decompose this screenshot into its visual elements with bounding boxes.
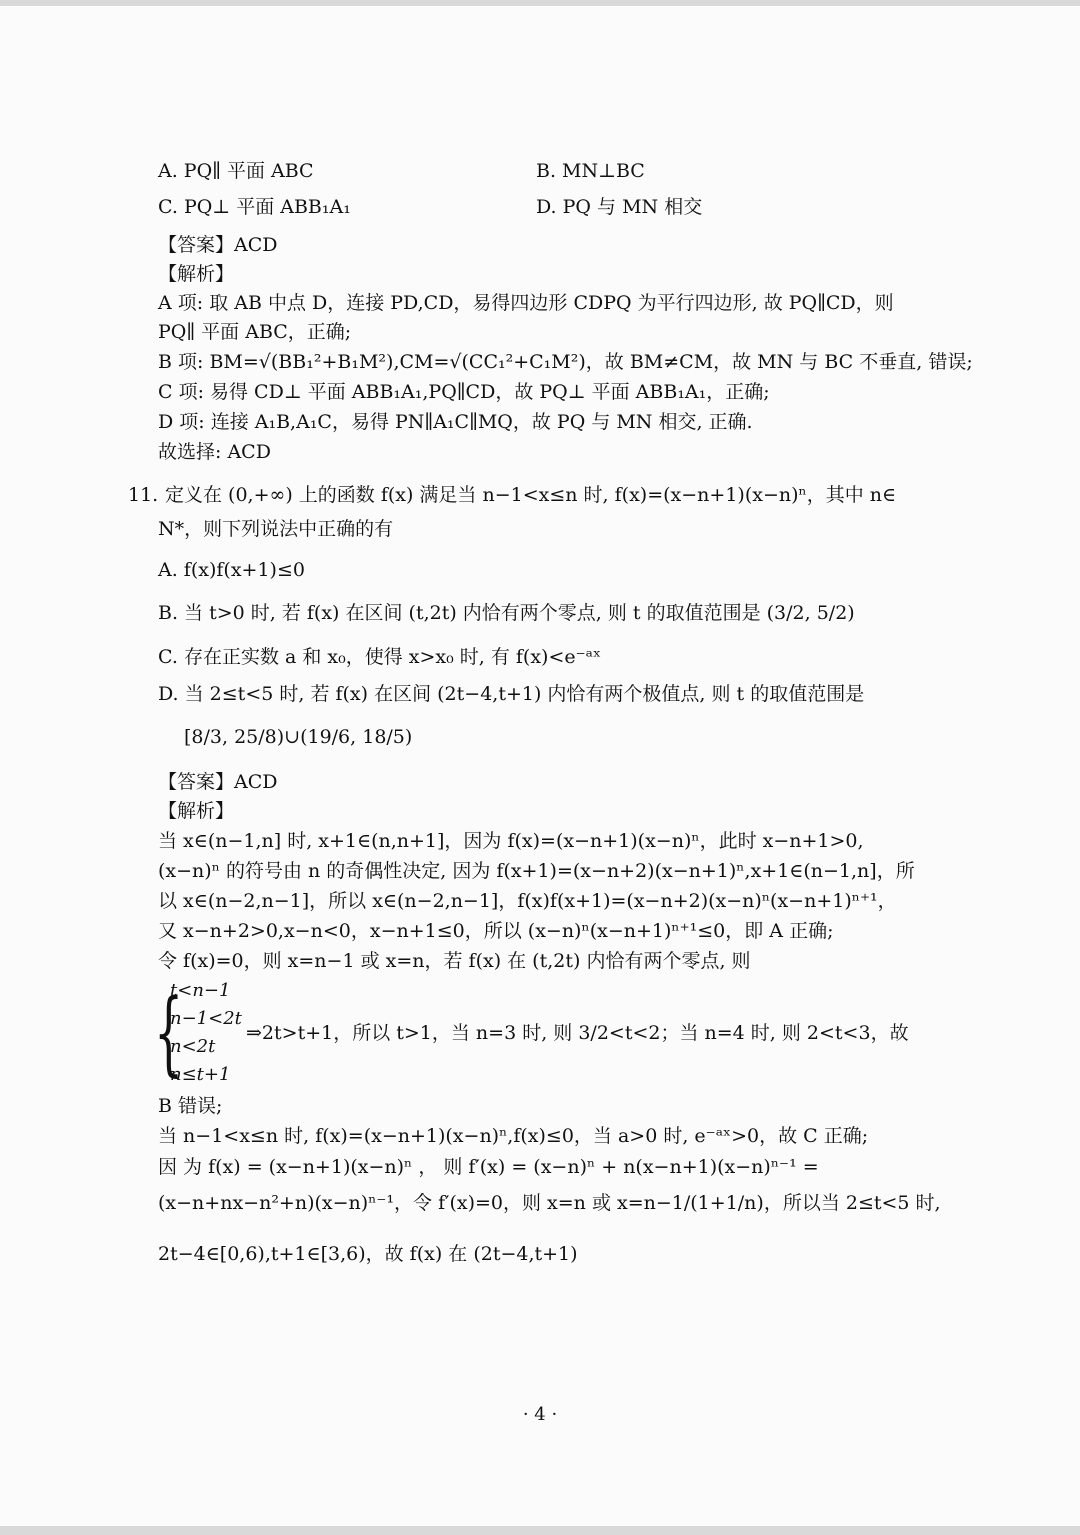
q10-answer: 【答案】ACD (158, 234, 278, 256)
q11-option-a: A. f(x)f(x+1)≤0 (158, 559, 305, 581)
q11-analysis-line: 当 x∈(n−1,n] 时, x+1∈(n,n+1]，因为 f(x)=(x−n+1)(x−n)ⁿ，此时 x−n+1>0, (158, 830, 864, 852)
q11-number: 11. (128, 484, 159, 506)
q10-option-a: A. PQ∥ 平面 ABC (158, 160, 314, 182)
system-brace: { (154, 979, 184, 1086)
system-result: ⇒2t>t+1，所以 t>1，当 n=3 时, 则 3/2<t<2；当 n=4 时, 则 2<t<3，故 (246, 1022, 909, 1044)
system-row: t<n−1 (170, 980, 231, 1001)
q11-option-d-range: [8/3, 25/8)∪(19/6, 18/5) (184, 726, 413, 748)
q11-analysis-line: 令 f(x)=0，则 x=n−1 或 x=n，若 f(x) 在 (t,2t) 内恰有两个零点, 则 (158, 950, 751, 972)
q10-analysis-line: 故选择: ACD (158, 441, 271, 463)
q10-analysis-line: B 项: BM=√(BB₁²+B₁M²),CM=√(CC₁²+C₁M²)，故 BM≠CM，故 MN 与 BC 不垂直, 错误; (158, 351, 973, 373)
q11-option-c: C. 存在正实数 a 和 x₀，使得 x>x₀ 时, 有 f(x)<e⁻ᵃˣ (158, 646, 602, 668)
q11-stem-line: 定义在 (0,+∞) 上的函数 f(x) 满足当 n−1<x≤n 时, f(x)=(x−n+1)(x−n)ⁿ，其中 n∈ (165, 484, 897, 506)
q11-analysis-line: 当 n−1<x≤n 时, f(x)=(x−n+1)(x−n)ⁿ,f(x)≤0，当 a>0 时, e⁻ᵃˣ>0，故 C 正确; (158, 1125, 869, 1147)
q10-analysis-line: PQ∥ 平面 ABC，正确; (158, 321, 352, 343)
q10-option-b: B. MN⊥BC (536, 160, 645, 182)
q10-analysis-line: A 项: 取 AB 中点 D，连接 PD,CD，易得四边形 CDPQ 为平行四边形, 故 PQ∥CD，则 (158, 292, 894, 314)
q11-analysis-label: 【解析】 (158, 800, 235, 822)
q10-option-c: C. PQ⊥ 平面 ABB₁A₁ (158, 196, 351, 218)
q11-analysis-line: (x−n)ⁿ 的符号由 n 的奇偶性决定, 因为 f(x+1)=(x−n+2)(x−n+1)ⁿ,x+1∈(n−1,n]，所 (158, 860, 915, 882)
system-row: n−1<2t (170, 1008, 242, 1029)
q10-analysis-line: C 项: 易得 CD⊥ 平面 ABB₁A₁,PQ∥CD，故 PQ⊥ 平面 ABB₁A₁，正确; (158, 381, 770, 403)
system-row: n≤t+1 (170, 1064, 231, 1085)
document-page (0, 6, 1080, 1526)
q10-analysis-label: 【解析】 (158, 263, 235, 285)
system-row: n<2t (170, 1036, 216, 1057)
q11-analysis-line: 又 x−n+2>0,x−n<0，x−n+1≤0，所以 (x−n)ⁿ(x−n+1)ⁿ⁺¹≤0，即 A 正确; (158, 920, 834, 942)
q10-option-d: D. PQ 与 MN 相交 (536, 196, 703, 218)
q11-answer: 【答案】ACD (158, 771, 278, 793)
q11-analysis-line: B 错误; (158, 1095, 223, 1117)
q11-option-b: B. 当 t>0 时, 若 f(x) 在区间 (t,2t) 内恰有两个零点, 则 t 的取值范围是 (3/2, 5/2) (158, 602, 855, 624)
q11-analysis-line: 因 为 f(x) = (x−n+1)(x−n)ⁿ ， 则 f′(x) = (x−n)ⁿ + n(x−n+1)(x−n)ⁿ⁻¹ = (158, 1156, 819, 1178)
q11-analysis-line: 2t−4∈[0,6),t+1∈[3,6)，故 f(x) 在 (2t−4,t+1) (158, 1243, 578, 1265)
q11-analysis-line: 以 x∈(n−2,n−1]，所以 x∈(n−2,n−1]，f(x)f(x+1)=(x−n+2)(x−n)ⁿ(x−n+1)ⁿ⁺¹， (158, 890, 897, 912)
q11-option-d: D. 当 2≤t<5 时, 若 f(x) 在区间 (2t−4,t+1) 内恰有两个极值点, 则 t 的取值范围是 (158, 683, 865, 705)
page-number: · 4 · (522, 1404, 558, 1425)
q11-stem-line: N*，则下列说法中正确的有 (158, 518, 394, 540)
q10-analysis-line: D 项: 连接 A₁B,A₁C，易得 PN∥A₁C∥MQ，故 PQ 与 MN 相交, 正确. (158, 411, 753, 433)
q11-analysis-line: (x−n+nx−n²+n)(x−n)ⁿ⁻¹，令 f′(x)=0，则 x=n 或 x=n−1/(1+1/n)，所以当 2≤t<5 时, (158, 1192, 941, 1214)
